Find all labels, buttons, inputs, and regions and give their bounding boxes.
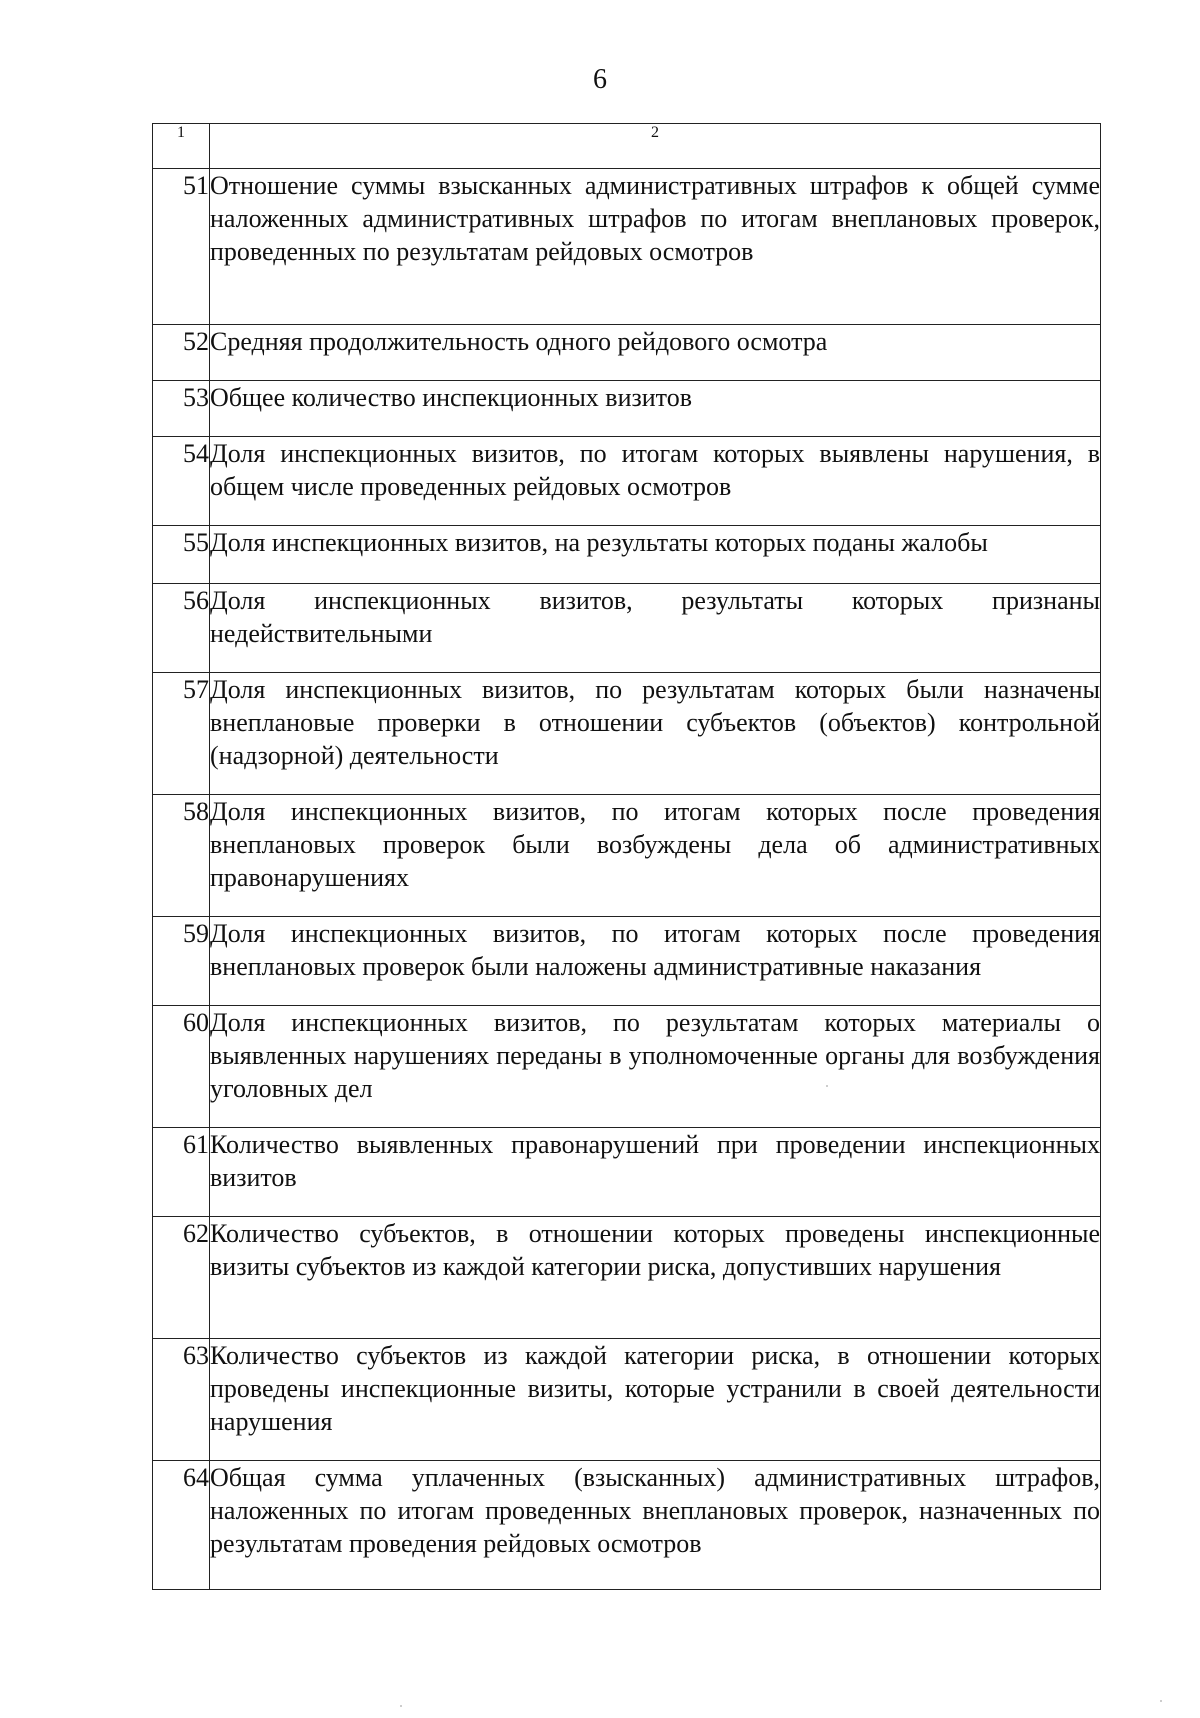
table-row (153, 526, 1101, 584)
indicators-table (152, 123, 1101, 1590)
row-number: 55 (153, 526, 210, 584)
row-number: 62 (153, 1217, 210, 1339)
row-number: 52 (153, 325, 210, 381)
row-description: Количество субъектов из каждой категории риска, в отношении которых проведены инспекционные визиты, которые устранили в своей деятельности нарушения (210, 1339, 1101, 1461)
row-number: 53 (153, 381, 210, 437)
scan-speck (400, 1705, 402, 1707)
table-row (153, 1461, 1101, 1590)
table-row (153, 437, 1101, 526)
row-description: Количество субъектов, в отношении которых проведены инспекционные визиты субъектов из каждой категории риска, допустивших нарушения (210, 1217, 1101, 1339)
table-row (153, 1217, 1101, 1339)
scan-speck (1160, 1700, 1162, 1702)
row-description: Общее количество инспекционных визитов (210, 381, 1101, 437)
header-col-description: 2 (210, 124, 1101, 169)
row-number: 59 (153, 917, 210, 1006)
header-col-number: 1 (153, 124, 210, 169)
row-description: Общая сумма уплаченных (взысканных) административных штрафов, наложенных по итогам проведенных внеплановых проверок, назначенных по результатам проведения рейдовых осмотров (210, 1461, 1101, 1590)
page-number: 6 (593, 64, 607, 95)
row-number: 64 (153, 1461, 210, 1590)
row-description: Доля инспекционных визитов, на результаты которых поданы жалобы (210, 526, 1101, 584)
table-row (153, 325, 1101, 381)
row-description: Средняя продолжительность одного рейдового осмотра (210, 325, 1101, 381)
table-row (153, 1128, 1101, 1217)
table-row (153, 795, 1101, 917)
table-row (153, 381, 1101, 437)
row-description: Доля инспекционных визитов, по результатам которых были назначены внеплановые проверки в отношении субъектов (объектов) контрольной (надзорной) деятельности (210, 673, 1101, 795)
row-description: Доля инспекционных визитов, по итогам которых после проведения внеплановых проверок были наложены административные наказания (210, 917, 1101, 1006)
row-number: 60 (153, 1006, 210, 1128)
row-description: Доля инспекционных визитов, по результатам которых материалы о выявленных нарушениях переданы в уполномоченные органы для возбуждения уголовных дел (210, 1006, 1101, 1128)
table-row (153, 1339, 1101, 1461)
scan-speck (826, 1085, 828, 1087)
row-description: Доля инспекционных визитов, по итогам которых после проведения внеплановых проверок были возбуждены дела об административных правонарушениях (210, 795, 1101, 917)
table-row (153, 673, 1101, 795)
row-number: 54 (153, 437, 210, 526)
table-row (153, 169, 1101, 325)
row-number: 63 (153, 1339, 210, 1461)
row-description: Доля инспекционных визитов, по итогам которых выявлены нарушения, в общем числе проведенных рейдовых осмотров (210, 437, 1101, 526)
row-number: 61 (153, 1128, 210, 1217)
table-row (153, 584, 1101, 673)
row-description: Количество выявленных правонарушений при проведении инспекционных визитов (210, 1128, 1101, 1217)
row-number: 51 (153, 169, 210, 325)
row-number: 56 (153, 584, 210, 673)
table-row (153, 917, 1101, 1006)
row-number: 57 (153, 673, 210, 795)
row-description: Доля инспекционных визитов, результаты которых признаны недействительными (210, 584, 1101, 673)
row-description: Отношение суммы взысканных административных штрафов к общей сумме наложенных административных штрафов по итогам внеплановых проверок, проведенных по результатам рейдовых осмотров (210, 169, 1101, 325)
table-row (153, 1006, 1101, 1128)
table-header-row (153, 124, 1101, 169)
row-number: 58 (153, 795, 210, 917)
